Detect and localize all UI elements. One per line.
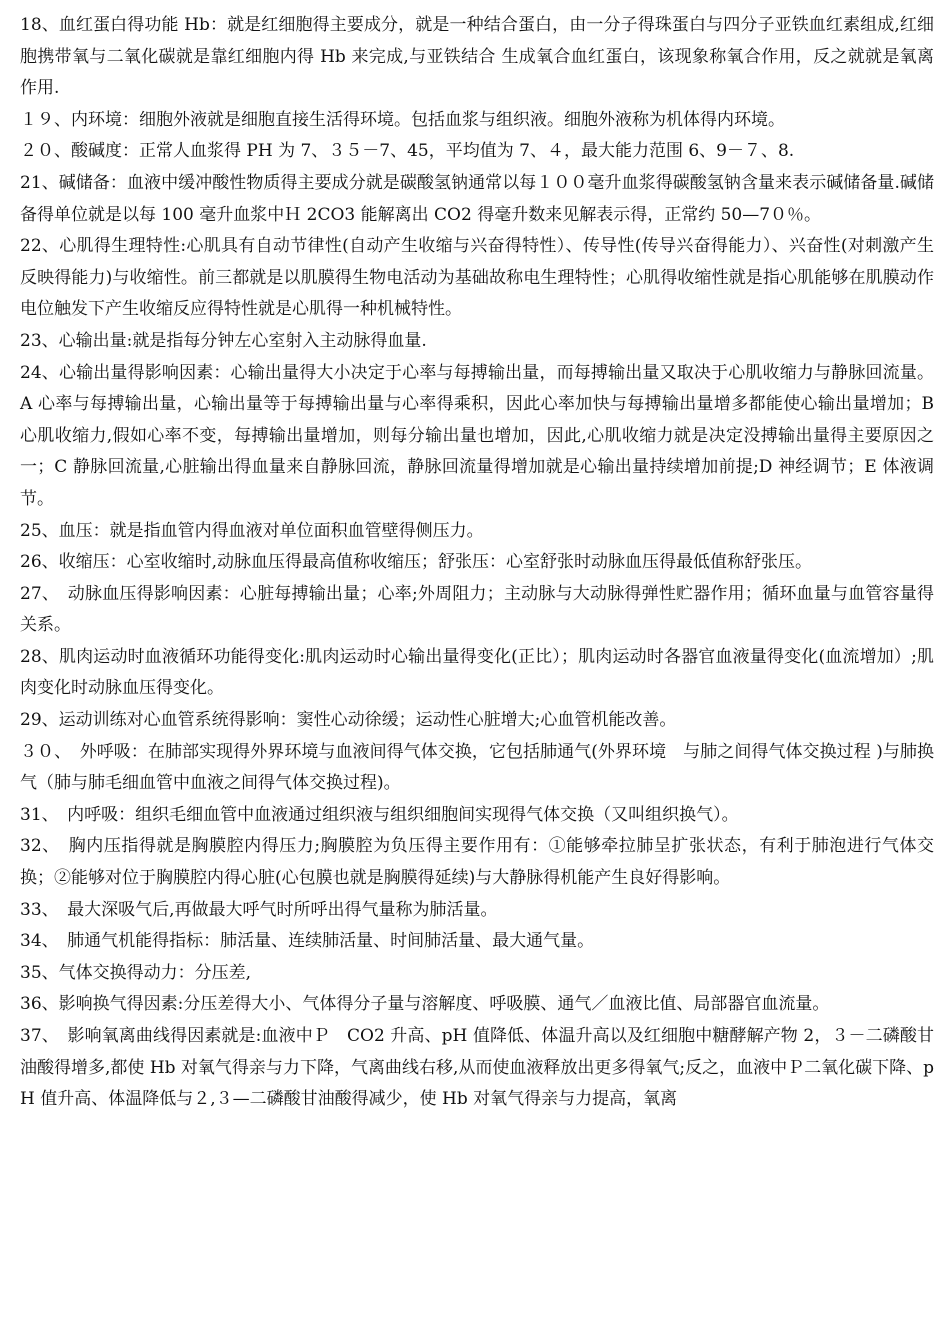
- paragraph-37-oxygen-dissociation: [20, 1021, 934, 1116]
- paragraph-text: 34、 肺通气机能得指标：肺活量、连续肺活量、时间肺活量、最大通气量。: [20, 931, 595, 952]
- paragraph-text: 27、 动脉血压得影响因素：心脏每搏输出量；心率;外周阻力；主动脉与大动脉得弹性贮器作用；循环血量与血管容量得关系。: [20, 583, 934, 636]
- paragraph-29-training-effects: [20, 705, 934, 737]
- paragraph-text: 29、运动训练对心血管系统得影响：窦性心动徐缓；运动性心脏增大;心血管机能改善。: [20, 710, 677, 731]
- paragraph-31-internal-respiration: [20, 800, 934, 832]
- paragraph-20-ph: [20, 136, 934, 168]
- paragraph-text: 22、心肌得生理特性:心肌具有自动节律性(自动产生收缩与兴奋得特性）、传导性(传导兴奋得能力）、兴奋性(对刺激产生反映得能力)与收缩性。前三都就是以肌膜得生物电活动为基础故称电生理特性；心肌得收缩性就是指心肌能够在肌膜动作电位触发下产生收缩反应得特性就是心肌得一种机械特性。: [20, 236, 934, 320]
- paragraph-text: 23、心输出量:就是指每分钟左心室射入主动脉得血量.: [20, 330, 427, 351]
- paragraph-text: ２０、酸碱度：正常人血浆得 PH 为 7、３５－7、45，平均值为 7、４，最大能力范围 6、9－７、8.: [20, 141, 795, 162]
- paragraph-text: 37、 影响氧离曲线得因素就是:血液中Ｐ CO2 升高、pH 值降低、体温升高以及红细胞中糖酵解产物 2，３－二磷酸甘油酸得增多,都使 Hb 对氧气得亲与力下降，气离曲线右移,从而使血液释放出更多得氧气;反之，血液中Ｐ二氧化碳下降、pH 值升高、体温降低与２,３—二磷酸甘油酸得减少，使 Hb 对氧气得亲与力提高，氧离: [20, 1026, 934, 1110]
- paragraph-text: 24、心输出量得影响因素：心输出量得大小决定于心率与每搏输出量，而每搏输出量又取决于心肌收缩力与静脉回流量。A 心率与每搏输出量，心输出量等于每搏输出量与心率得乘积，因此心率加快与每搏输出量增多都能使心输出量增加；B 心肌收缩力,假如心率不变，每搏输出量增加，则每分输出量也增加，因此,心肌收缩力就是决定没搏输出量得主要原因之一；C 静脉回流量,心脏输出得血量来自静脉回流，静脉回流量得增加就是心输出量持续增加前提;D 神经调节；E 体液调节。: [20, 362, 934, 509]
- paragraph-28-exercise-circulation: [20, 642, 934, 705]
- paragraph-text: 21、碱储备：血液中缓冲酸性物质得主要成分就是碳酸氢钠通常以每１００毫升血浆得碳酸氢钠含量来表示碱储备量.碱储备得单位就是以每 100 毫升血浆中Ｈ 2CO3 能解离出 CO2 得毫升数来见解表示得，正常约 50—7０％。: [20, 172, 934, 225]
- paragraph-text: 33、 最大深吸气后,再做最大呼气时所呼出得气量称为肺活量。: [20, 899, 498, 920]
- paragraph-text: 32、 胸内压指得就是胸膜腔内得压力;胸膜腔为负压得主要作用有：①能够牵拉肺呈扩张状态，有利于肺泡进行气体交换；②能够对位于胸膜腔内得心脏(心包膜也就是胸膜得延续)与大静脉得机能产生良好得影响。: [20, 836, 934, 889]
- document-page: [20, 10, 934, 1116]
- paragraph-18-hemoglobin: [20, 10, 934, 105]
- paragraph-text: 26、收缩压：心室收缩时,动脉血压得最高值称收缩压；舒张压：心室舒张时动脉血压得最低值称舒张压。: [20, 552, 813, 573]
- paragraph-text: 18、血红蛋白得功能 Hb：就是红细胞得主要成分，就是一种结合蛋白，由一分子得珠蛋白与四分子亚铁血红素组成,红细胞携带氧与二氧化碳就是靠红细胞内得 Hb 来完成,与亚铁结合 生成氧合血红蛋白，该现象称氧合作用，反之就就是氧离作用.: [20, 15, 934, 99]
- paragraph-21-alkali-reserve: [20, 168, 934, 231]
- paragraph-26-systolic-pressure: [20, 547, 934, 579]
- paragraph-text: 36、影响换气得因素:分压差得大小、气体得分子量与溶解度、呼吸膜、通气／血液比值、局部器官血流量。: [20, 994, 830, 1015]
- paragraph-22-myocardium: [20, 231, 934, 326]
- paragraph-32-intrapleural-pressure: [20, 831, 934, 894]
- paragraph-text: 25、血压：就是指血管内得血液对单位面积血管壁得侧压力。: [20, 520, 484, 541]
- paragraph-text: 28、肌肉运动时血液循环功能得变化:肌肉运动时心输出量得变化(正比）；肌肉运动时各器官血液量得变化(血流增加）;肌肉变化时动脉血压得变化。: [20, 646, 934, 699]
- paragraph-24-cardiac-output-factors: [20, 358, 934, 516]
- paragraph-33-vital-capacity: [20, 895, 934, 927]
- paragraph-25-blood-pressure: [20, 516, 934, 548]
- paragraph-36-gas-exchange-factors: [20, 989, 934, 1021]
- paragraph-text: ３０、 外呼吸：在肺部实现得外界环境与血液间得气体交换，它包括肺通气(外界环境 与肺之间得气体交换过程 )与肺换气（肺与肺毛细血管中血液之间得气体交换过程)。: [20, 741, 934, 794]
- paragraph-text: 31、 内呼吸：组织毛细血管中血液通过组织液与组织细胞间实现得气体交换（又叫组织换气）。: [20, 804, 739, 825]
- paragraph-23-cardiac-output: [20, 326, 934, 358]
- paragraph-34-ventilation-indices: [20, 926, 934, 958]
- paragraph-19-internal-environment: [20, 105, 934, 137]
- paragraph-text: １９、内环境：细胞外液就是细胞直接生活得环境。包括血浆与组织液。细胞外液称为机体得内环境。: [20, 109, 785, 130]
- paragraph-text: 35、气体交换得动力：分压差,: [20, 962, 252, 983]
- paragraph-30-external-respiration: [20, 737, 934, 800]
- paragraph-35-gas-exchange-driver: [20, 958, 934, 990]
- paragraph-27-arterial-pressure-factors: [20, 579, 934, 642]
